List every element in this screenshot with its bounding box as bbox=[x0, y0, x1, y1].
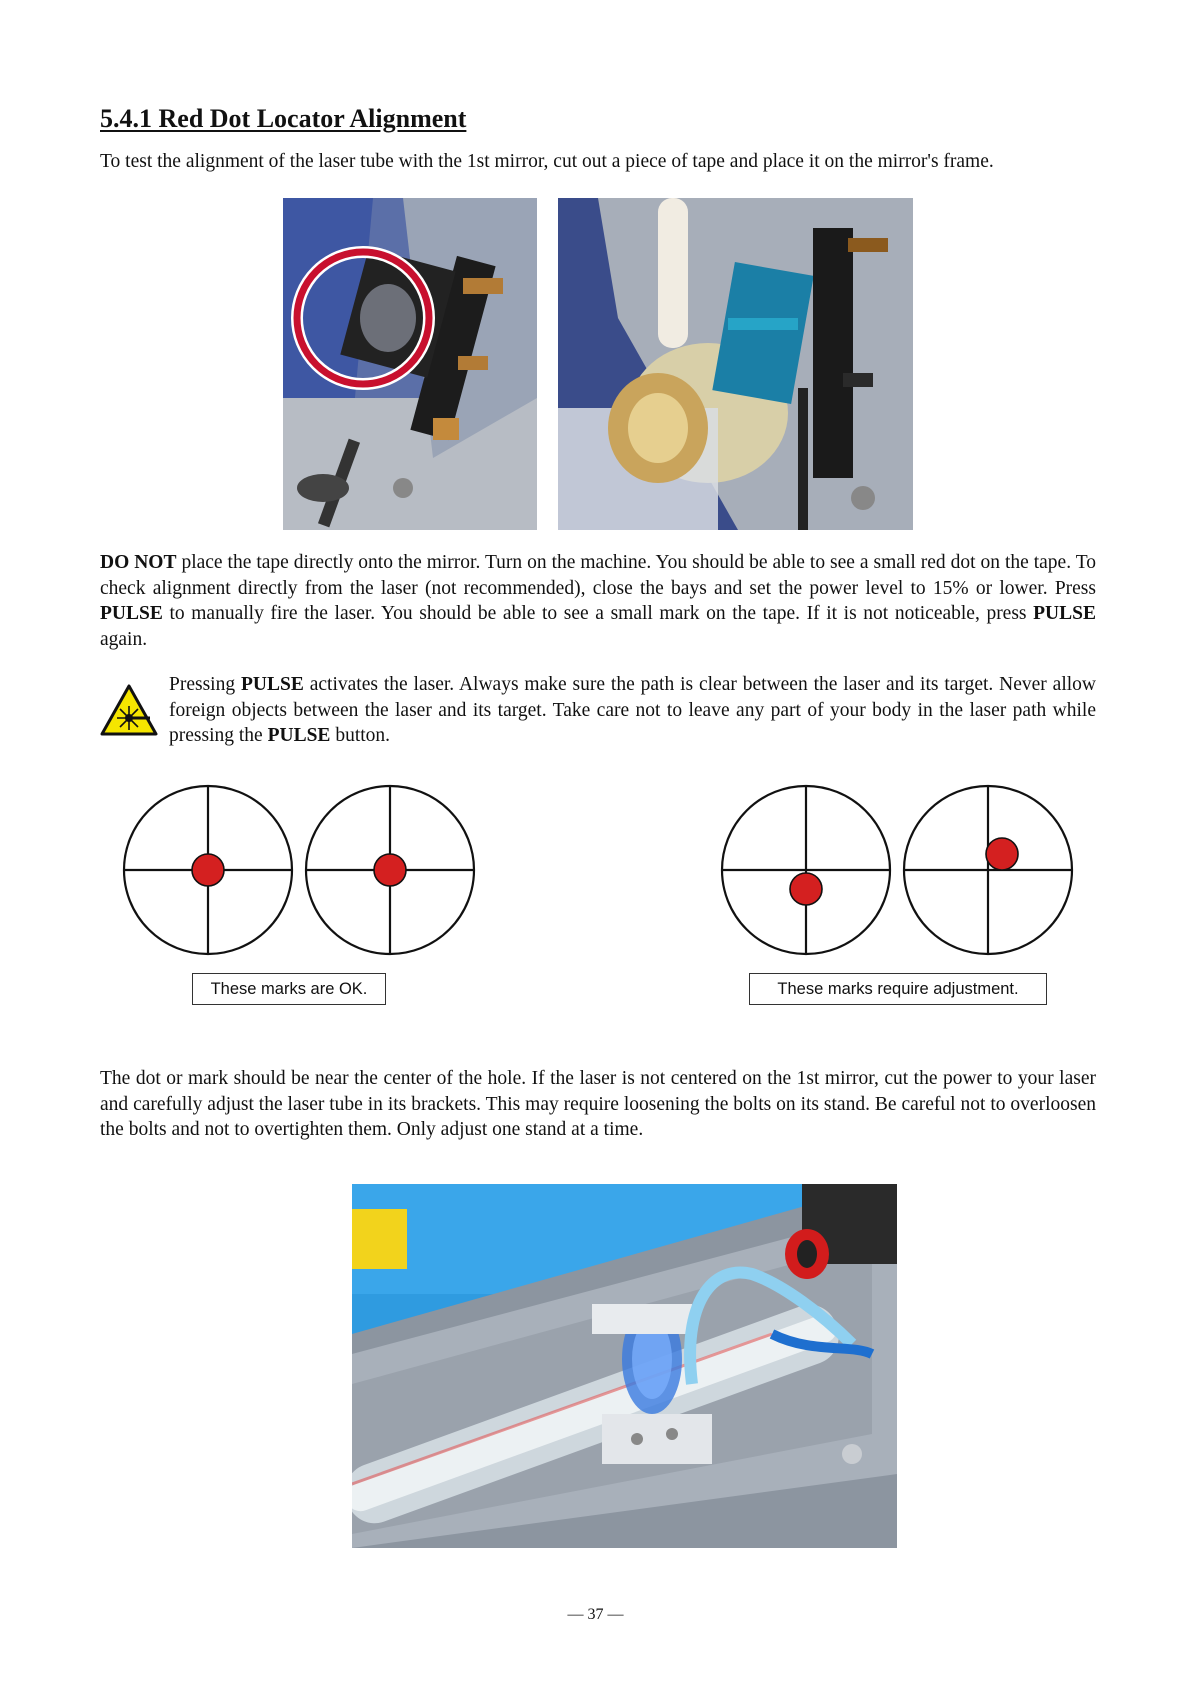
laser-tube-illustration bbox=[352, 1184, 897, 1548]
pulse-emphasis-2: PULSE bbox=[1033, 603, 1096, 625]
mirror-mount-photo bbox=[283, 198, 537, 530]
pulse-emphasis: PULSE bbox=[100, 603, 163, 625]
instructions-paragraph bbox=[100, 550, 1096, 653]
warning-text-3: button. bbox=[330, 725, 391, 747]
instructions-text-2: to manually fire the laser. You should be able to see a small mark on the tape. If it is not noticeable, press bbox=[162, 603, 1034, 625]
mirror-mount-illustration bbox=[283, 198, 537, 530]
warning-text-1: Pressing bbox=[169, 674, 241, 695]
do-not-emphasis: DO NOT bbox=[100, 552, 177, 573]
instructions-text-3: again. bbox=[100, 629, 148, 651]
adjust-marks-label: These marks require adjustment. bbox=[749, 973, 1047, 1005]
adjust-dot-2 bbox=[986, 838, 1018, 870]
laser-tube-photo bbox=[352, 1184, 897, 1548]
ok-target-2 bbox=[306, 786, 474, 954]
adjust-target-1 bbox=[722, 786, 890, 954]
tape-on-frame-photo bbox=[558, 198, 913, 530]
warning-text bbox=[169, 672, 1096, 749]
warning-pulse-emphasis: PULSE bbox=[240, 674, 304, 695]
ok-marks-label: These marks are OK. bbox=[192, 973, 386, 1005]
ok-dot-2 bbox=[374, 854, 406, 886]
ok-marks-diagram bbox=[118, 782, 478, 958]
page-number: — 37 — bbox=[567, 1606, 624, 1623]
warning-text-2: activates the laser. Always make sure the path is clear between the laser and its target. Never allow foreign objects between the laser and its target. Take care not to leave any part of your body in the laser path while pressing the bbox=[169, 674, 1097, 747]
intro-text: To test the alignment of the laser tube with the 1st mirror, cut out a piece of tape and place it on the mirror's frame. bbox=[100, 151, 994, 172]
adjust-dot-1 bbox=[790, 873, 822, 905]
ok-target-1 bbox=[124, 786, 292, 954]
instructions-text-1: place the tape directly onto the mirror. Turn on the machine. You should be able to see a small red dot on the tape. To check alignment directly from the laser (not recommended), close the bays and set the power level to 15% or lower. Press bbox=[100, 552, 1096, 599]
section-heading: 5.4.1 Red Dot Locator Alignment bbox=[100, 104, 467, 133]
tape-on-frame-illustration bbox=[558, 198, 913, 530]
ok-dot-1 bbox=[192, 854, 224, 886]
adjustment-paragraph: The dot or mark should be near the center of the hole. If the laser is not centered on the 1st mirror, cut the power to your laser and carefully adjust the laser tube in its brackets. This may require loosening the bolts on its stand. Be careful not to overloosen the bolts and not to overtighten them. Only adjust one stand at a time. bbox=[100, 1068, 1096, 1141]
laser-warning-icon bbox=[100, 684, 158, 736]
warning-pulse-emphasis-2: PULSE bbox=[267, 725, 331, 747]
adjust-target-2 bbox=[904, 786, 1072, 954]
adjust-marks-diagram bbox=[716, 782, 1076, 958]
